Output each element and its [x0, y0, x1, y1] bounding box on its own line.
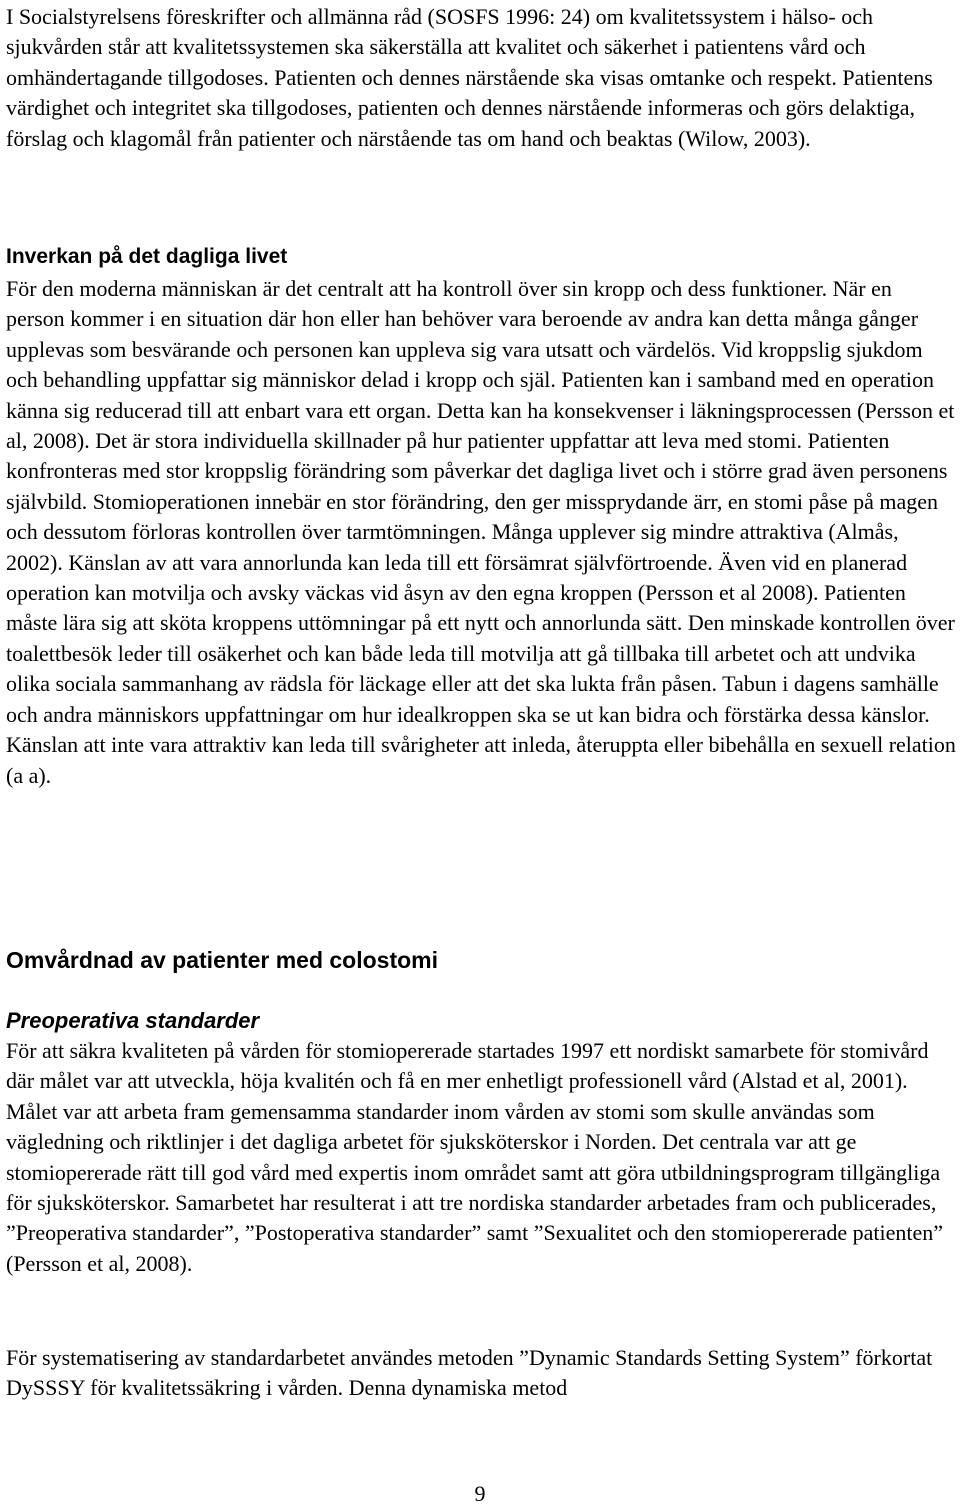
chapter-heading: Omvårdnad av patienter med colostomi — [6, 947, 439, 973]
page-number: 9 — [474, 1481, 486, 1506]
subsection-heading: Preoperativa standarder — [6, 1008, 260, 1033]
body-paragraph: För att säkra kvaliteten på vården för stomiopererade startades 1997 ett nordiskt samarbete för stomivård där målet var att utveckla, höja kvalitén och få en mer enhetligt professionell vård (Alstad et al, 2001). Målet var att arbeta fram gemensamma standarder inom vården av stomi som skulle användas som vägledning och riktlinjer i det dagliga arbetet för sjuksköterskor i Norden. Det centrala var att ge stomiopererade rätt till god vård med expertis inom området samt att göra utbildningsprogram tillgängliga för sjuksköterskor. Samarbetet har resulterat i att tre nordiska standarder arbetades fram och publicerades, ”Preoperativa standarder”, ”Postoperativa standarder” samt ”Sexualitet och den stomiopererade patienten” (Persson et al, 2008). — [6, 1038, 944, 1276]
section-heading: Inverkan på det dagliga livet — [6, 245, 288, 268]
body-paragraph: I Socialstyrelsens föreskrifter och allmänna råd (SOSFS 1996: 24) om kvalitetssystem i hälso- och sjukvården står att kvalitetssystemen ska säkerställa att kvalitet och säkerhet i patientens vård och omhändertagande tillgodoses. Patienten och dennes närstående ska visas omtanke och respekt. Patientens värdighet och integritet ska tillgodoses, patienten och dennes närstående informeras och görs delaktiga, förslag och klagomål från patienter och närstående tas om hand och beaktas (Wilow, 2003). — [6, 4, 933, 151]
body-paragraph: För systematisering av standardarbetet användes metoden ”Dynamic Standards Setting System” förkortat DySSSY för kvalitetssäkring i vården. Denna dynamiska metod — [6, 1345, 933, 1401]
body-paragraph: För den moderna människan är det centralt att ha kontroll över sin kropp och dess funktioner. När en person kommer i en situation där hon eller han behöver vara beroende av andra kan detta många gånger upplevas som besvärande och personen kan uppleva sig vara utsatt och värdelös. Vid kroppslig sjukdom och behandling uppfattar sig människor delad i kropp och själ. Patienten kan i samband med en operation känna sig reducerad till att enbart vara ett organ. Detta kan ha konsekvenser i läkningsprocessen (Persson et al, 2008). Det är stora individuella skillnader på hur patienter uppfattar att leva med stomi. Patienten konfronteras med stor kroppslig förändring som påverkar det dagliga livet och i större grad även personens självbild. Stomioperationen innebär en stor förändring, den ger missprydande ärr, en stomi påse på magen och dessutom förloras kontrollen över tarmtömningen. Många upplever sig mindre attraktiva (Almås, 2002). Känslan av att vara annorlunda kan leda till ett försämrat självförtroende. Även vid en planerad operation kan motvilja och avsky väckas vid åsyn av den egna kroppen (Persson et al 2008). Patienten måste lära sig att sköta kroppens uttömningar på ett nytt och annorlunda sätt. Den minskade kontrollen över toalettbesök leder till osäkerhet och kan både leda till motvilja att gå tillbaka till arbetet och att undvika olika sociala sammanhang av rädsla för läckage eller att det ska lukta från påsen. Tabun i dagens samhälle och andra människors uppfattningar om hur idealkroppen ska se ut kan bidra och förstärka dessa känslor. Känslan att inte vara attraktiv kan leda till svårigheter att inleda, återuppta eller bibehålla en sexuell relation (a a). — [6, 276, 956, 788]
